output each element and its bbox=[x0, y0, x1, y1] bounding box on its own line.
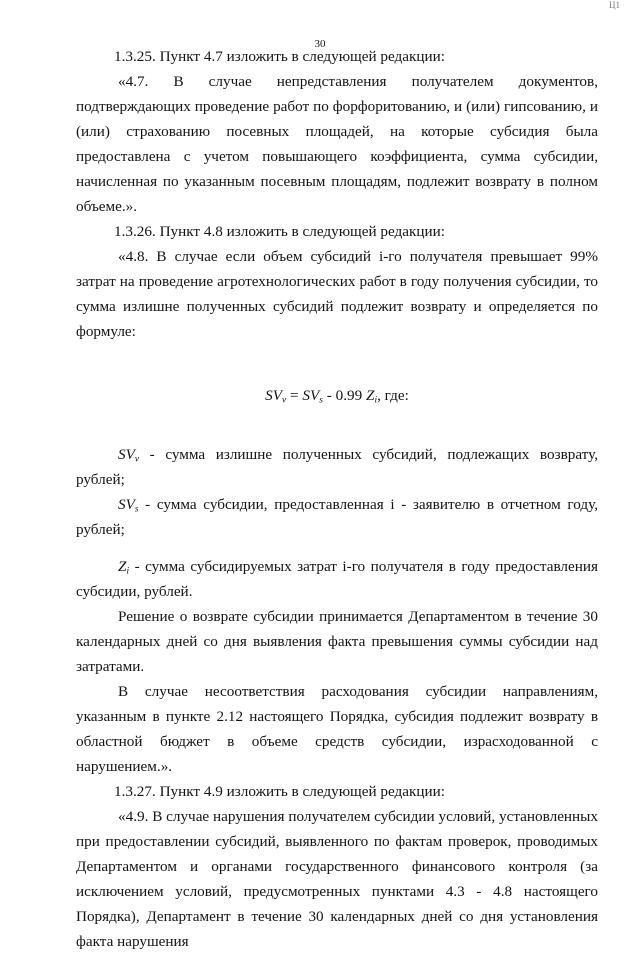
definition-z-text: - сумма субсидируемых затрат i-го получателя в году предоставления субсидии, рублей. bbox=[76, 558, 598, 600]
paragraph-4-7: «4.7. В случае непредставления получателем документов, подтверждающих проведение работ по форфоритованию, и (или) гипсованию, и (или) страхованию посевных площадей, на которые субсидия была предоставлена с учетом повышающего коэффициента, сумма субсидии, начисленная по указанным посевным площадям, подлежит возврату в полном объеме.». bbox=[76, 73, 598, 215]
definition-z-symbol: Z bbox=[118, 558, 127, 575]
document-body bbox=[76, 44, 598, 954]
formula-tail: , где: bbox=[377, 387, 409, 404]
formula-sv-subscript: v bbox=[282, 395, 287, 406]
formula-sv-symbol: SV bbox=[265, 387, 283, 404]
formula-z-symbol: Z bbox=[365, 387, 375, 404]
item-heading-1-3-25: 1.3.25. Пункт 4.7 изложить в следующей редакции: bbox=[114, 48, 445, 65]
page-number: 30 bbox=[314, 38, 326, 50]
definition-z-subscript: i bbox=[126, 566, 130, 577]
definition-svs bbox=[76, 492, 598, 542]
item-heading-1-3-26: 1.3.26. Пункт 4.8 изложить в следующей редакции: bbox=[114, 223, 445, 240]
paragraph-decision: Решение о возврате субсидии принимается Департаментом в течение 30 календарных дней со дня выявления факта превышения суммы субсидии над затратами. bbox=[76, 608, 598, 675]
formula-z-subscript: i bbox=[374, 395, 378, 406]
formula-svs-symbol: SV bbox=[302, 387, 320, 404]
corner-mark: Ц1 bbox=[609, 0, 620, 10]
definition-svs-subscript: s bbox=[134, 504, 139, 515]
definition-sv bbox=[76, 442, 598, 492]
paragraph-4-9: «4.9. В случае нарушения получателем субсидии условий, установленных при предоставлении субсидий, выявленного по фактам проверок, проводимых Департаментом и органами государственного финансового контроля (за исключением условий, предусмотренных пунктами 4.3 - 4.8 настоящего Порядка), Департамент в течение 30 календарных дней со дня установления факта нарушения bbox=[76, 808, 598, 950]
formula-svs-subscript: s bbox=[319, 395, 323, 406]
paragraph-4-8: «4.8. В случае если объем субсидий i-го получателя превышает 99% затрат на проведение агротехнологических работ в году получения субсидии, то сумма излишне полученных субсидий подлежит возврату и определяется по формуле: bbox=[76, 248, 598, 340]
formula-equals: = bbox=[286, 387, 303, 404]
definition-sv-symbol: SV bbox=[118, 446, 135, 463]
formula bbox=[76, 383, 598, 408]
formula-coefficient: - 0.99 bbox=[322, 387, 366, 404]
definition-sv-text: - сумма излишне полученных субсидий, подлежащих возврату, рублей; bbox=[76, 446, 598, 488]
definition-svs-symbol: SV bbox=[118, 496, 135, 513]
definition-svs-text: - сумма субсидии, предоставленная i - заявителю в отчетном году, рублей; bbox=[76, 496, 598, 538]
item-heading-1-3-27: 1.3.27. Пункт 4.9 изложить в следующей редакции: bbox=[114, 783, 445, 800]
paragraph-mismatch: В случае несоответствия расходования субсидии направлениям, указанным в пункте 2.12 настоящего Порядка, субсидия подлежит возврату в областной бюджет в объеме средств субсидии, израсходованной с нарушением.». bbox=[76, 683, 598, 775]
definition-sv-subscript: v bbox=[134, 454, 140, 465]
definition-z bbox=[76, 554, 598, 604]
